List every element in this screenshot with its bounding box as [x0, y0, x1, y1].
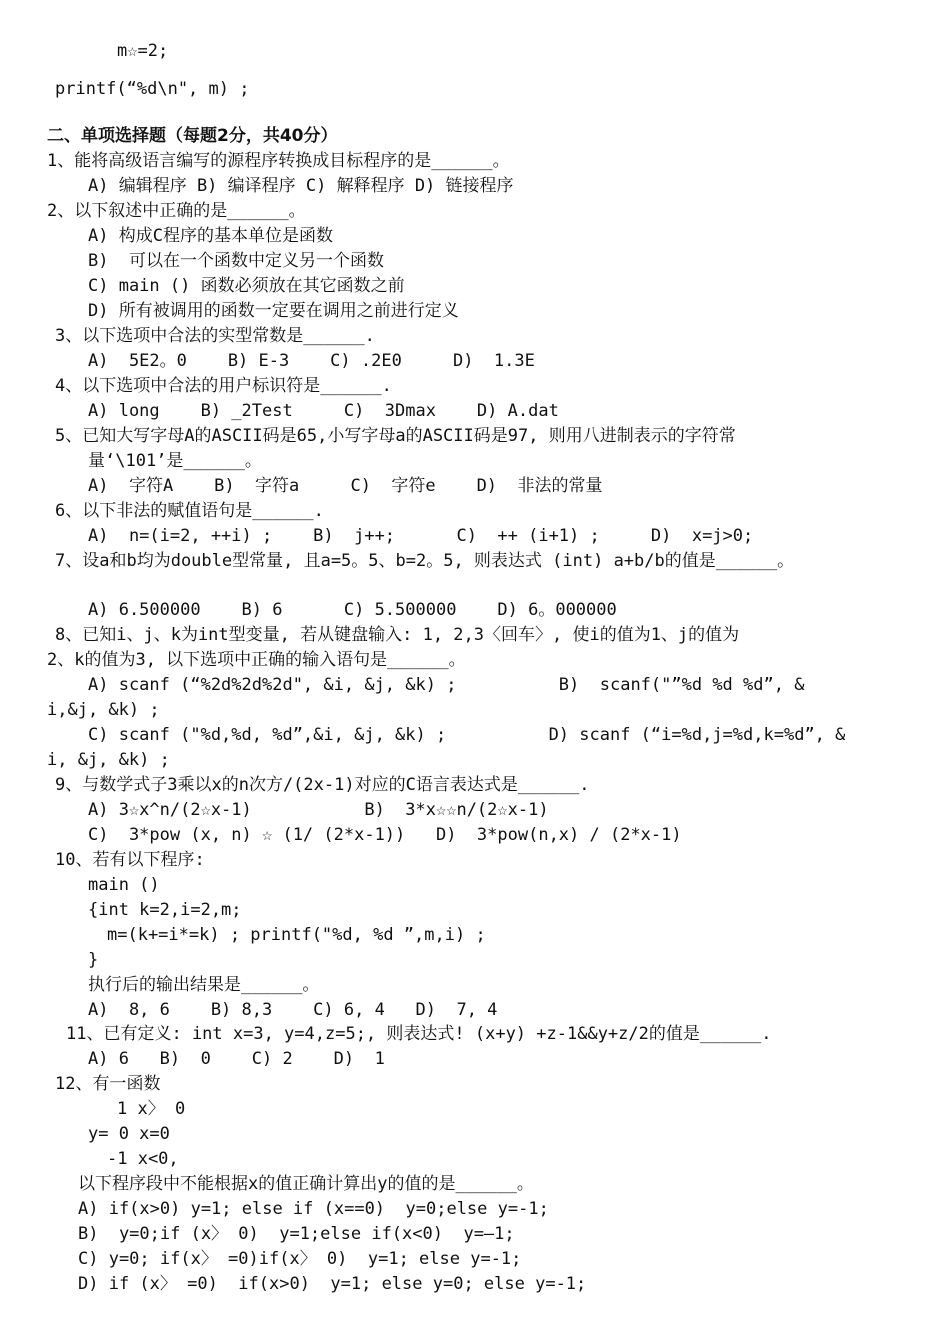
option-line: C) scanf ("%d,%d, %d”,&i, &j, &k) ; D) scanf (“i=%d,j=%d,k=%d”, &: [88, 725, 846, 745]
question-text: 执行后的输出结果是______。: [88, 975, 320, 995]
code-line: {int k=2,i=2,m;: [88, 900, 242, 920]
option-line: C) main () 函数必须放在其它函数之前: [88, 276, 405, 296]
code-line: m=(k+=i*=k) ; printf("%d, %d ”,m,i) ;: [107, 925, 486, 945]
code-line: main (): [88, 875, 160, 895]
question-text: 量‘\101’是______。: [88, 451, 262, 471]
function-line: 1 x〉 0: [117, 1099, 186, 1119]
question-text: 2、k的值为3, 以下选项中正确的输入语句是______。: [47, 650, 466, 670]
question-text: 3、以下选项中合法的实型常数是______.: [55, 326, 375, 346]
option-line: A) if(x>0) y=1; else if (x==0) y=0;else y=-1;: [78, 1199, 549, 1219]
option-line: A) long B) _2Test C) 3Dmax D) A.dat: [88, 401, 559, 421]
question-text: 6、以下非法的赋值语句是______.: [55, 501, 324, 521]
option-line: A) 编辑程序 B) 编译程序 C) 解释程序 D) 链接程序: [88, 176, 514, 196]
option-line: A) n=(i=2, ++i) ; B) j++; C) ++ (i+1) ; D) x=j>0;: [88, 526, 754, 546]
option-line: A) 3☆x^n/(2☆x-1) B) 3*x☆☆n/(2☆x-1): [88, 800, 549, 820]
option-line: A) 6 B) 0 C) 2 D) 1: [88, 1049, 385, 1069]
question-text: 2、以下叙述中正确的是______。: [47, 201, 306, 221]
option-line: A) 5E2。0 B) E-3 C) .2E0 D) 1.3E: [88, 351, 535, 371]
question-text: 7、设a和b均为double型常量, 且a=5。5、b=2。5, 则表达式 (int) a+b/b的值是______。: [55, 551, 795, 571]
question-text: 4、以下选项中合法的用户标识符是______.: [55, 376, 392, 396]
question-text: 5、已知大写字母A的ASCII码是65,小写字母a的ASCII码是97, 则用八进制表示的字符常: [55, 426, 736, 446]
question-text: 11、已有定义: int x=3, y=4,z=5;, 则表达式! (x+y) +z-1&&y+z/2的值是______.: [66, 1024, 772, 1044]
function-line: y= 0 x=0: [88, 1124, 170, 1144]
option-line: i,&j, &k) ;: [47, 700, 160, 720]
option-line: B) 可以在一个函数中定义另一个函数: [88, 251, 384, 271]
question-text: 10、若有以下程序:: [55, 850, 205, 870]
function-line: -1 x<0,: [107, 1149, 179, 1169]
option-line: C) 3*pow (x, n) ☆ (1/ (2*x-1)) D) 3*pow(n,x) / (2*x-1): [88, 825, 682, 845]
question-text: 8、已知i、j、k为int型变量, 若从键盘输入: 1, 2,3〈回车〉, 使i的值为1、j的值为: [55, 625, 740, 645]
option-line: A) 构成C程序的基本单位是函数: [88, 226, 333, 246]
option-line: A) 8, 6 B) 8,3 C) 6, 4 D) 7, 4: [88, 1000, 498, 1020]
question-text: 12、有一函数: [55, 1074, 161, 1094]
code-line: m☆=2;: [117, 41, 169, 61]
question-text: 以下程序段中不能根据x的值正确计算出y的值的是______。: [78, 1174, 534, 1194]
question-text: 9、与数学式子3乘以x的n次方/(2x-1)对应的C语言表达式是______.: [55, 775, 590, 795]
option-line: B) y=0;if (x〉 0) y=1;else if(x<0) y=—1;: [78, 1224, 515, 1244]
option-line: i, &j, &k) ;: [47, 750, 170, 770]
code-line: printf(“%d\n", m) ;: [55, 79, 250, 99]
question-text: 1、能将高级语言编写的源程序转换成目标程序的是______。: [47, 151, 510, 171]
option-line: D) if (x〉 =0) if(x>0) y=1; else y=0; else y=-1;: [78, 1274, 587, 1294]
option-line: A) 字符A B) 字符a C) 字符e D) 非法的常量: [88, 476, 603, 496]
code-line: }: [88, 950, 99, 970]
option-line: D) 所有被调用的函数一定要在调用之前进行定义: [88, 301, 459, 321]
option-line: A) scanf (“%2d%2d%2d", &i, &j, &k) ; B) scanf("”%d %d %d”, &: [88, 675, 805, 695]
option-line: C) y=0; if(x〉 =0)if(x〉 0) y=1; else y=-1;: [78, 1249, 522, 1269]
option-line: A) 6.500000 B) 6 C) 5.500000 D) 6。000000: [88, 600, 617, 620]
section-heading: 二、单项选择题（每题2分，共40分）: [47, 126, 338, 146]
